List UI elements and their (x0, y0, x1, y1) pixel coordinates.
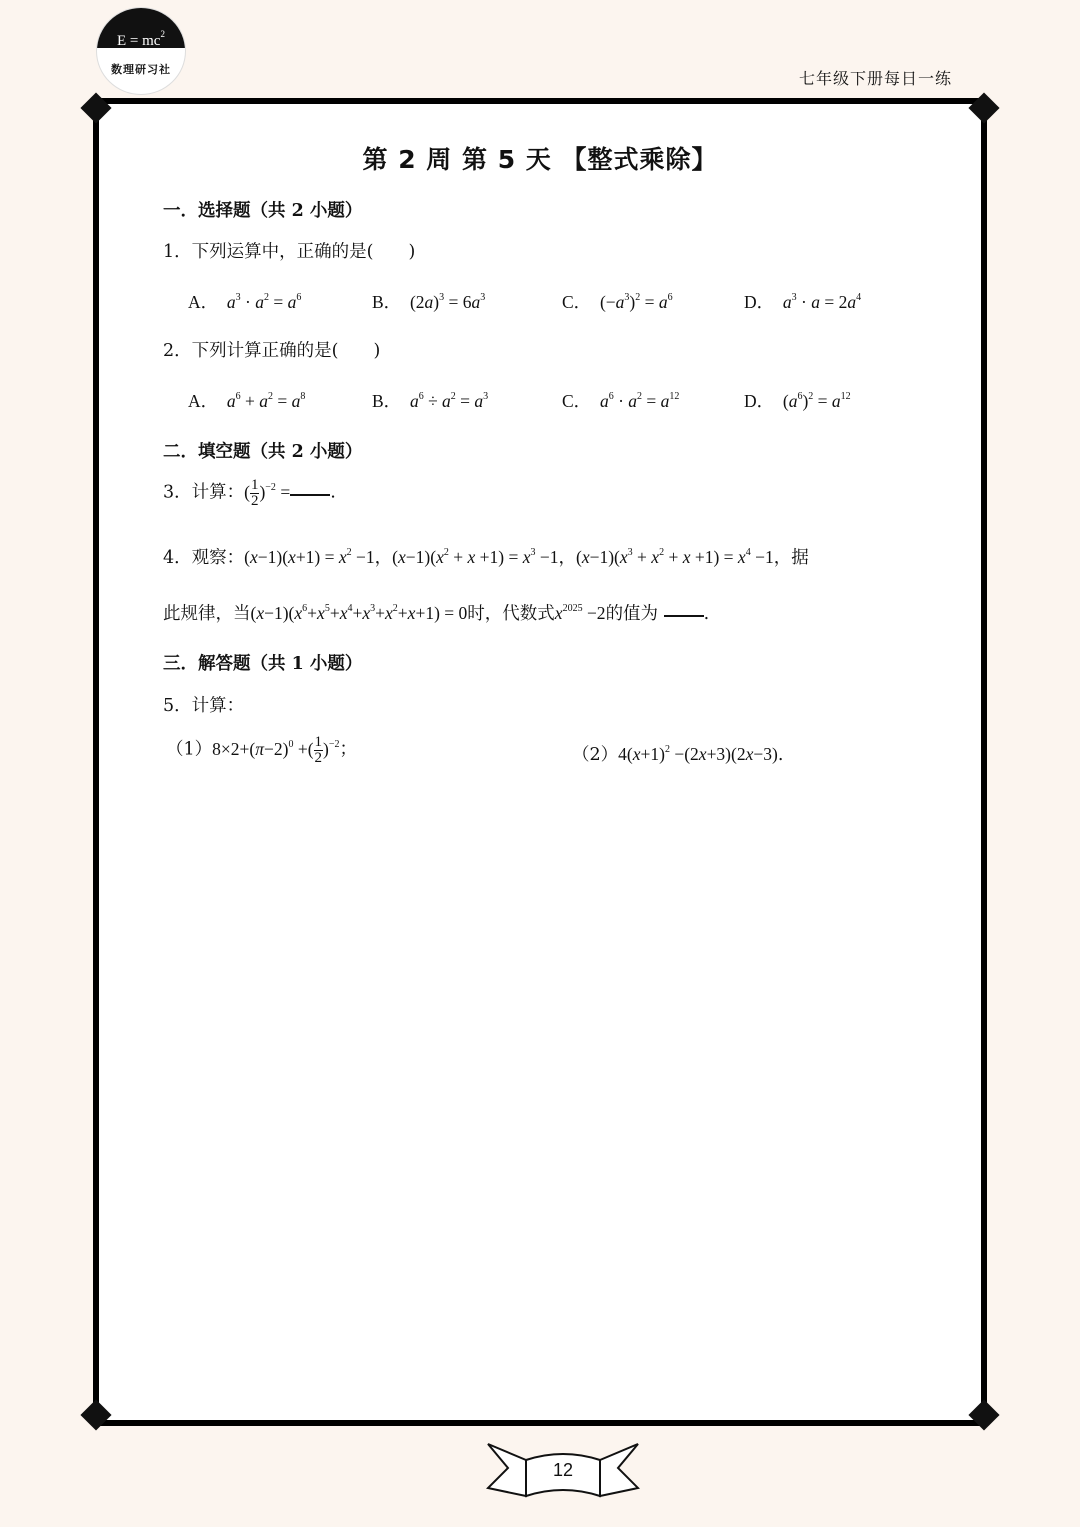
q1-option-d: D． $a^3 \cdot a = 2a^4$ (744, 292, 862, 312)
section-heading-answer: 三．解答题（共 1 小题） (163, 654, 363, 674)
page-title: 第 2 周 第 5 天 【整式乘除】 (362, 145, 718, 174)
question-4-line1: 4．观察：$(x-1)(x+1) = x^2 -1$，$(x-1)(x^2 + x +1) = x^3 -1$，$(x-1)(x^3 + x^2 + x +1) = x^4 -1$，据 (163, 547, 809, 568)
question-5-part1: $(1)8\times 2+(\pi-2)^0$ +( $\frac{1}{2}$ )$^{-2}$； (166, 734, 357, 766)
question-1-stem: 1．下列运算中，正确的是( ) (163, 242, 416, 262)
question-5-part2: $(2)4(x+1)^2 -(2x+3)(2x-3)$. (572, 744, 784, 765)
logo-formula: $E = mc^2$ (97, 8, 185, 48)
question-2-stem: 2．下列计算正确的是( ) (163, 341, 381, 361)
q2-option-a: A． $a^6 + a^2 = a^8$ (188, 391, 306, 411)
answer-blank[interactable] (290, 494, 330, 496)
q1-option-c: C． $(-a^3)^2 = a^6$ (562, 292, 673, 312)
q1-option-a: A． $a^3 \cdot a^2 = a^6$ (188, 292, 302, 312)
logo (96, 7, 186, 95)
q1-option-b: B． $(2a)^3 = 6a^3$ (372, 292, 486, 312)
q2-option-c: C． $a^6 \cdot a^2 = a^{12}$ (562, 391, 680, 411)
q2-option-d: D． $(a^6)^2 = a^{12}$ (744, 391, 851, 411)
question-3: 3．计算：( $\frac{1}{2}$ )$^{-2}$ = . (163, 477, 336, 509)
question-5-stem: 5．计算： (163, 696, 245, 716)
question-4-line2: 此规律，当$(x-1)(x^6+x^5+x^4+x^3+x^2+x+1) = 0$时，代数式$x^{2025} -2$的值为 . (163, 603, 710, 624)
section-heading-fill: 二．填空题（共 2 小题） (163, 442, 363, 462)
q2-option-b: B． $a^6 \div a^2 = a^3$ (372, 391, 489, 411)
answer-blank[interactable] (664, 615, 704, 617)
grade-label: 七年级下册每日一练 (798, 69, 952, 88)
page-number: 12 (552, 1460, 574, 1480)
section-heading-choice: 一．选择题（共 2 小题） (163, 201, 363, 221)
logo-name: 数理研习社 (111, 63, 171, 76)
